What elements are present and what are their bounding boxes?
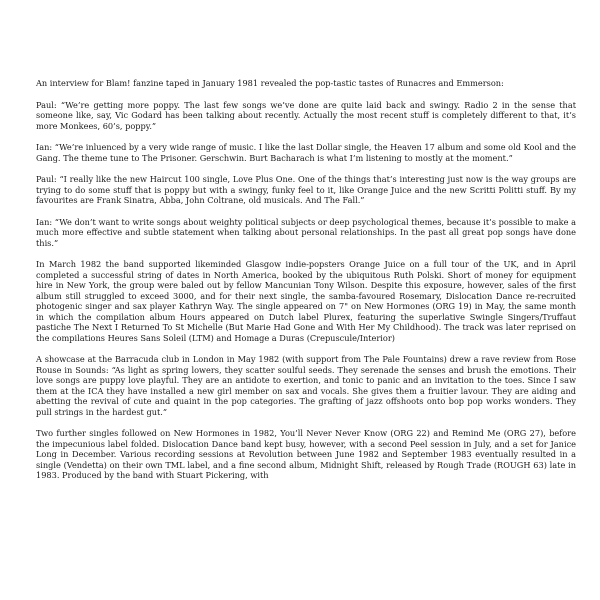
paragraph-ian-quote-1: Ian: “We’re inluenced by a very wide range of music. I like the last Dollar single, the Heaven 17 album and some old Kool and the Gang. The theme tune to The Prisoner. Gerschwin. Burt Bacharach is what I’m listening to mostly at the moment.”: [36, 142, 576, 163]
document-page: [36, 78, 576, 492]
paragraph-ian-quote-2: Ian: “We don’t want to write songs about weighty political subjects or deep psychological themes, because it’s possible to make a much more effective and subtle statement when talking about personal relationships. In the past all great pop songs have done this.”: [36, 216, 576, 248]
paragraph-tour-1982: In March 1982 the band supported likeminded Glasgow indie-popsters Orange Juice on a full tour of the UK, and in April completed a successful string of dates in North America, booked by the ubiquitous Ruth Polski. Short of money for equipment hire in New York, the group were baled out by fellow Mancunian Tony Wilson. Despite this exposure, however, sales of the first album still struggled to exceed 3000, and for their next single, the samba-favoured Rosemary, Dislocation Dance re-recruited photogenic singer and sax player Kathryn Way. The single appeared on 7" on New Hormones (ORG 19) in May, the same month in which the compilation album Hours appeared on Dutch label Plurex, featuring the superlative Swingle Singers/Truffaut pastiche The Next I Returned To St Michelle (But Marie Had Gone and With Her My Childhood). The track was later reprised on the compilations Heures Sans Soleil (LTM) and Homage a Duras (Crepuscule/Interior): [36, 259, 576, 343]
paragraph-barracuda-review: A showcase at the Barracuda club in London in May 1982 (with support from The Pale Fountains) drew a rave review from Rose Rouse in Sounds: “As light as spring lowers, they scatter soulful seeds. They serenade the senses and brush the emotions. Their love songs are puppy love playful. They are an antidote to exertion, and tonic to panic and an invitation to the toes. Since I saw them at the ICA they have installed a new girl member on sax and vocals. She gives them a fruitier lavour. They are aiding and abetting the revival of cute and quaint in the pop categories. The grafting of jazz offshoots onto bop pop works wonders. They pull strings in the hardest gut.”: [36, 354, 576, 417]
paragraph-further-singles: Two further singles followed on New Hormones in 1982, You’ll Never Never Know (ORG 22) and Remind Me (ORG 27), before the impecunious label folded. Dislocation Dance band kept busy, however, with a second Peel session in July, and a set for Janice Long in December. Various recording sessions at Revolution between June 1982 and September 1983 eventually resulted in a single (Vendetta) on their own TML label, and a fine second album, Midnight Shift, released by Rough Trade (ROUGH 63) late in 1983. Produced by the band with Stuart Pickering, with: [36, 428, 576, 480]
paragraph-paul-quote-1: Paul: “We’re getting more poppy. The last few songs we’ve done are quite laid back and swingy. Radio 2 in the sense that someone like, say, Vic Godard has been talking about recently. Actually the most recent stuff is completely different to that, it’s more Monkees, 60’s, poppy.”: [36, 99, 576, 131]
paragraph-paul-quote-2: Paul: “I really like the new Haircut 100 single, Love Plus One. One of the things that’s interesting just now is the way groups are trying to do some stuff that is poppy but with a swingy, funky feel to it, like Orange Juice and the new Scritti Politti stuff. By my favourites are Frank Sinatra, Abba, John Coltrane, old musicals. And The Fall.”: [36, 174, 576, 205]
paragraph-intro: An interview for Blam! fanzine taped in January 1981 revealed the pop-tastic tastes of Runacres and Emmerson:: [36, 78, 504, 88]
